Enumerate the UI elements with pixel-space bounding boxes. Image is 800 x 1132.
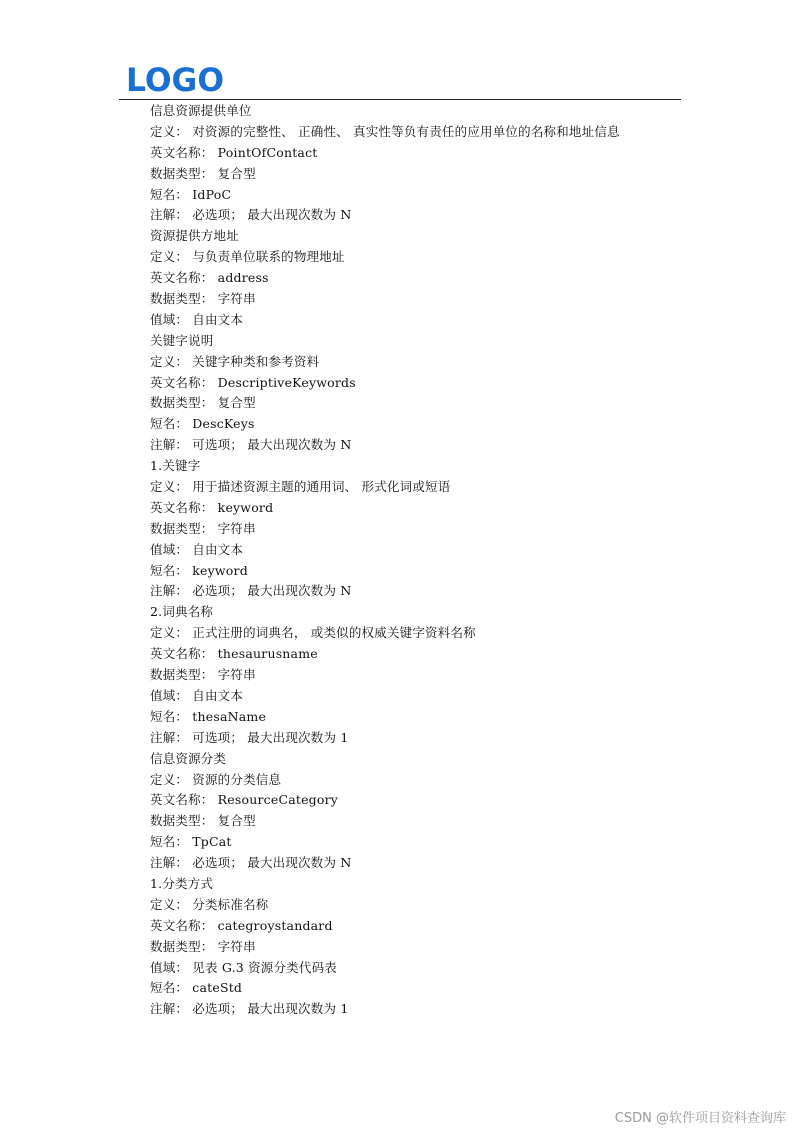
header-divider <box>119 99 681 100</box>
document-line: 信息资源分类 <box>150 750 227 766</box>
document-line: 短名： thesaName <box>150 708 267 724</box>
document-line: 注解： 必选项； 最大出现次数为 N <box>150 207 352 223</box>
document-line: 定义： 关键字种类和参考资料 <box>150 353 320 369</box>
document-line: 定义： 用于描述资源主题的通用词、 形式化词或短语 <box>150 479 451 495</box>
document-line: 英文名称： ResourceCategory <box>150 792 339 808</box>
document-line: 1.关键字 <box>150 458 201 474</box>
document-line: 定义： 正式注册的词典名， 或类似的权威关键字资料名称 <box>150 625 476 641</box>
document-line: 注解： 可选项； 最大出现次数为 N <box>150 437 352 453</box>
document-line: 数据类型： 复合型 <box>150 165 256 181</box>
document-line: 短名： keyword <box>150 562 248 578</box>
document-line: 数据类型： 字符串 <box>150 291 256 307</box>
document-line: 数据类型： 字符串 <box>150 667 256 683</box>
document-line: 短名： TpCat <box>150 834 232 850</box>
document-line: 值域： 自由文本 <box>150 687 244 703</box>
logo <box>126 64 226 94</box>
document-line: 数据类型： 复合型 <box>150 813 256 829</box>
document-line: 英文名称： keyword <box>150 499 274 515</box>
document-line: 数据类型： 字符串 <box>150 938 256 954</box>
document-line: 注解： 可选项； 最大出现次数为 1 <box>150 729 349 745</box>
document-line: 定义： 资源的分类信息 <box>150 771 282 787</box>
document-line: 值域： 自由文本 <box>150 311 244 327</box>
document-line: 注解： 必选项； 最大出现次数为 1 <box>150 1001 349 1017</box>
document-line: 1.分类方式 <box>150 875 214 891</box>
document-line: 英文名称： DescriptiveKeywords <box>150 374 356 390</box>
document-line: 值域： 自由文本 <box>150 541 244 557</box>
document-line: 短名： DescKeys <box>150 416 255 432</box>
document-line: 定义： 分类标准名称 <box>150 896 269 912</box>
document-line: 资源提供方地址 <box>150 228 239 244</box>
document-line: 2.词典名称 <box>150 604 214 620</box>
document-line: 数据类型： 字符串 <box>150 520 256 536</box>
document-line: 值域： 见表 G.3 资源分类代码表 <box>150 959 337 975</box>
logo-text: LOGO <box>126 64 224 94</box>
document-line: 英文名称： thesaurusname <box>150 646 318 662</box>
document-line: 注解： 必选项； 最大出现次数为 N <box>150 855 352 871</box>
document-line: 定义： 对资源的完整性、 正确性、 真实性等负有责任的应用单位的名称和地址信息 <box>150 123 620 139</box>
document-line: 定义： 与负责单位联系的物理地址 <box>150 249 345 265</box>
watermark: CSDN @软件项目资料查询库 <box>614 1111 786 1126</box>
document-line: 英文名称： categroystandard <box>150 917 333 933</box>
document-line: 短名： IdPoC <box>150 186 232 202</box>
document-line: 注解： 必选项； 最大出现次数为 N <box>150 583 352 599</box>
document-line: 信息资源提供单位 <box>150 103 252 118</box>
document-line: 短名： cateStd <box>150 980 243 996</box>
document-line: 英文名称： address <box>150 270 269 286</box>
document-line: 英文名称： PointOfContact <box>150 144 318 160</box>
document-line: 关键字说明 <box>150 332 214 348</box>
document-body <box>150 101 710 1020</box>
document-line: 数据类型： 复合型 <box>150 395 256 411</box>
